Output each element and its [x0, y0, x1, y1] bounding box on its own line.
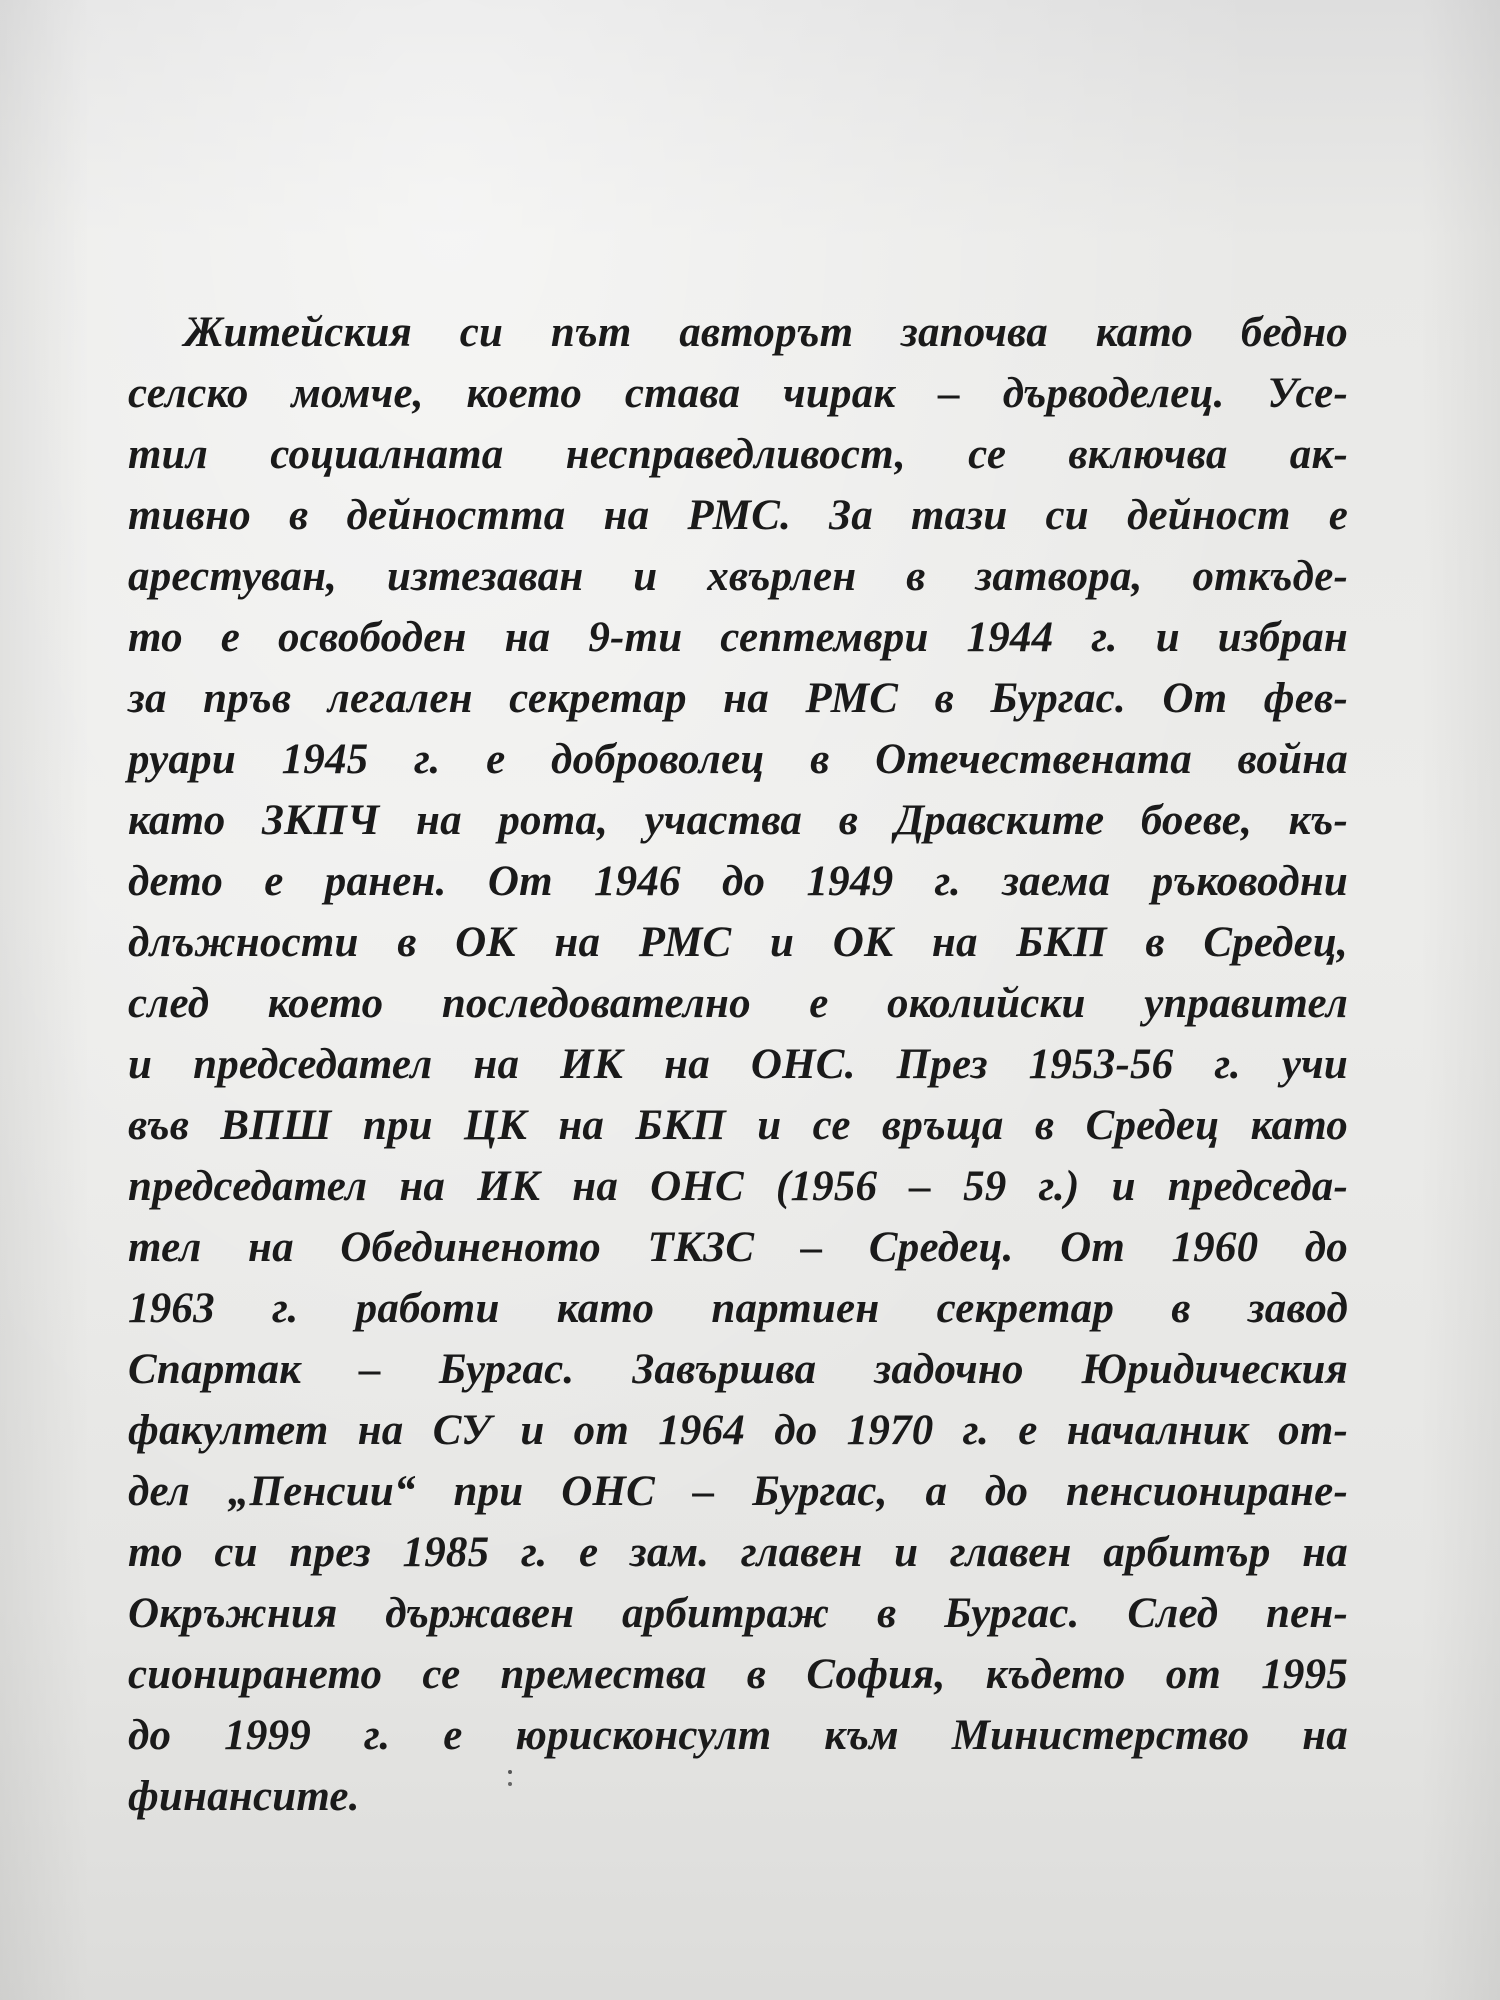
paragraph-line: дел „Пенсии“ при ОНС – Бургас, а до пенсиониране- — [128, 1468, 1348, 1515]
paragraph-line: факултет на СУ и от 1964 до 1970 г. е началник от- — [128, 1407, 1348, 1454]
paragraph-line: арестуван, изтезаван и хвърлен в затвора, откъде- — [128, 553, 1348, 600]
paragraph-line: селско момче, което става чирак – дърводелец. Усе- — [128, 370, 1348, 417]
paragraph-line: председател на ИК на ОНС (1956 – 59 г.) и председа- — [128, 1163, 1348, 1210]
biography-paragraph — [128, 302, 1348, 1827]
paragraph-line: длъжности в ОК на РМС и ОК на БКП в Средец, — [128, 919, 1348, 966]
paragraph-line: до 1999 г. е юрисконсулт към Министерство на — [128, 1712, 1348, 1759]
paragraph-line: тивно в дейността на РМС. За тази си дейност е — [128, 492, 1348, 539]
paragraph-line: тил социалната несправедливост, се включва ак- — [128, 431, 1348, 478]
paragraph-line: за пръв легален секретар на РМС в Бургас. От фев- — [128, 675, 1348, 722]
paragraph-line: във ВПШ при ЦК на БКП и се връща в Средец като — [128, 1102, 1348, 1149]
paragraph-line: тел на Обединеното ТКЗС – Средец. От 1960 до — [128, 1224, 1348, 1271]
paragraph-line: Житейския си път авторът започва като бедно — [184, 309, 1348, 356]
paragraph-line: Спартак – Бургас. Завършва задочно Юридическия — [128, 1346, 1348, 1393]
paragraph-line: Окръжния държавен арбитраж в Бургас. След пен- — [128, 1590, 1348, 1637]
paragraph-line: финансите. — [128, 1773, 360, 1820]
paragraph-line: то си през 1985 г. е зам. главен и главен арбитър на — [128, 1529, 1348, 1576]
paragraph-line: сионирането се премества в София, където от 1995 — [128, 1651, 1348, 1698]
paragraph-line: 1963 г. работи като партиен секретар в завод — [128, 1285, 1348, 1332]
paragraph-line: след което последователно е околийски управител — [128, 980, 1348, 1027]
paragraph-line: то е освободен на 9-ти септември 1944 г. и избран — [128, 614, 1348, 661]
paragraph-line: като ЗКПЧ на рота, участва в Дравските боеве, къ- — [128, 797, 1348, 844]
paragraph-line: руари 1945 г. е доброволец в Отечествената война — [128, 736, 1348, 783]
paragraph-line: дето е ранен. От 1946 до 1949 г. заема ръководни — [128, 858, 1348, 905]
paper-speck — [508, 1770, 512, 1774]
paragraph-line: и председател на ИК на ОНС. През 1953-56 г. учи — [128, 1041, 1348, 1088]
